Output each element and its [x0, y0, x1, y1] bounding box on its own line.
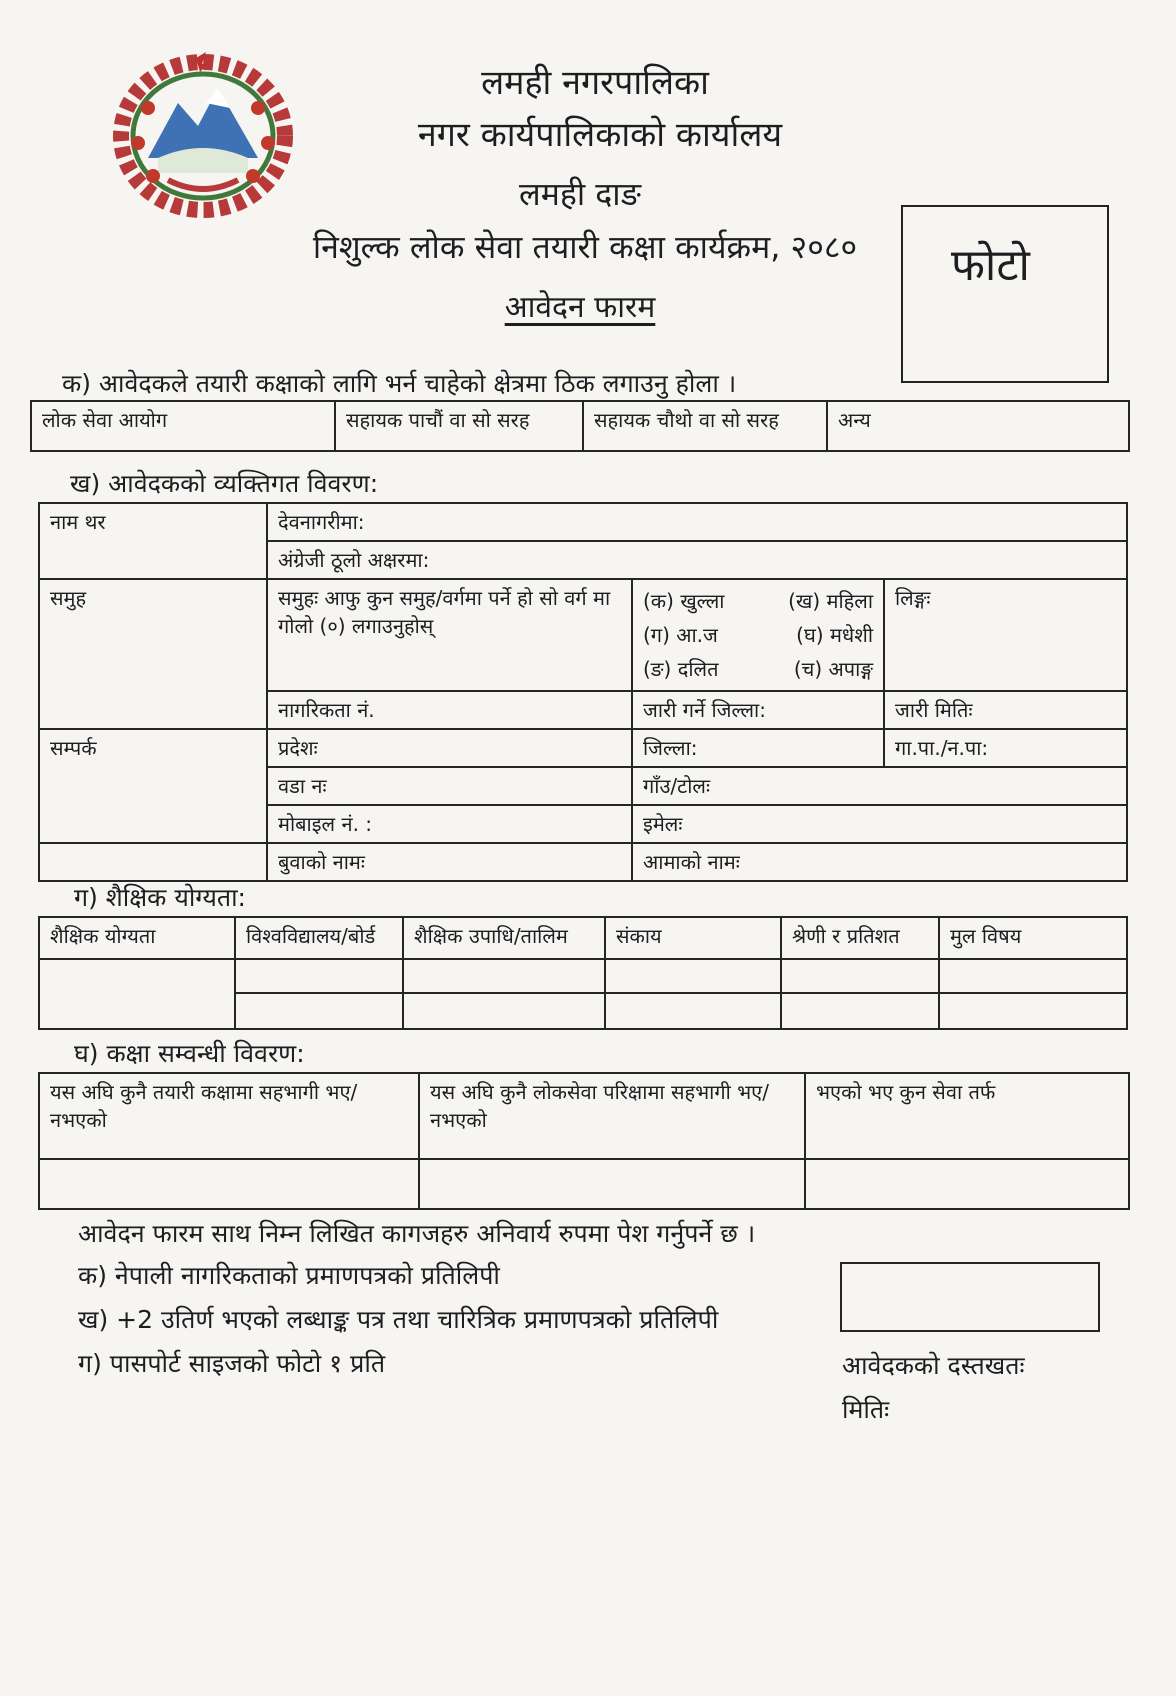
requirements-intro: आवेदन फारम साथ निम्न लिखित कागजहरु अनिवार्य रुपमा पेश गर्नुपर्ने छ ।: [78, 1219, 756, 1248]
class-cell[interactable]: [39, 1159, 419, 1209]
edu-cell[interactable]: [605, 993, 781, 1029]
section-kha-heading: ख) आवेदकको व्यक्तिगत विवरण:: [70, 469, 379, 498]
education-table: [38, 916, 1128, 1030]
signature-box[interactable]: [840, 1262, 1100, 1332]
edu-cell[interactable]: [403, 959, 605, 993]
name-label: नाम थर: [39, 503, 267, 579]
edu-cell[interactable]: [605, 959, 781, 993]
municipality-field[interactable]: गा.पा./न.पा:: [884, 729, 1127, 767]
section-ga-heading: ग) शैक्षिक योग्यता:: [74, 883, 246, 912]
edu-col-qualification: शैक्षिक योग्यता: [39, 917, 235, 959]
form-title: आवेदन फारम: [504, 290, 656, 325]
service-choice-table: [30, 400, 1130, 452]
ward-field[interactable]: वडा नः: [267, 767, 632, 805]
edu-cell[interactable]: [235, 993, 403, 1029]
mobile-field[interactable]: मोबाइल नं. :: [267, 805, 632, 843]
section-ka-heading: क) आवेदकले तयारी कक्षाको लागि भर्न चाहेको क्षेत्रमा ठिक लगाउनु होला ।: [62, 369, 737, 398]
requirement-item: ग) पासपोर्ट साइजको फोटो १ प्रति: [78, 1349, 386, 1378]
group-options[interactable]: [632, 579, 884, 691]
section-gha-heading: घ) कक्षा सम्वन्धी विवरण:: [74, 1039, 305, 1068]
group-instruction: समुहः आफु कुन समुह/वर्गमा पर्ने हो सो वर्ग मा गोलो (०) लगाउनुहोस्: [267, 579, 632, 691]
office-name: नगर कार्यपालिकाको कार्यालय: [417, 115, 783, 155]
program-title: निशुल्क लोक सेवा तयारी कक्षा कार्यक्रम, २०८०: [312, 228, 858, 266]
citizenship-number-field[interactable]: नागरिकता नं.: [267, 691, 632, 729]
option-sahayak-pachau[interactable]: सहायक पाचौं वा सो सरह: [335, 401, 583, 451]
office-location: लमही दाङ: [519, 175, 641, 213]
requirement-item: क) नेपाली नागरिकताको प्रमाणपत्रको प्रतिलिपी: [78, 1261, 500, 1290]
class-col-exam: यस अघि कुनै लोकसेवा परिक्षामा सहभागी भए/नभएको: [419, 1073, 805, 1159]
edu-cell[interactable]: [403, 993, 605, 1029]
edu-col-major: मुल विषय: [939, 917, 1127, 959]
edu-cell[interactable]: [939, 959, 1127, 993]
photo-box[interactable]: [901, 205, 1109, 383]
name-english-field[interactable]: अंग्रेजी ठूलो अक्षरमा:: [267, 541, 1127, 579]
group-option-apanga[interactable]: (च) अपाङ्ग: [793, 657, 873, 681]
edu-col-division: श्रेणी र प्रतिशत: [781, 917, 939, 959]
group-label: समुह: [39, 579, 267, 729]
name-devanagari-field[interactable]: देवनागरीमा:: [267, 503, 1127, 541]
group-option-mahila[interactable]: (ख) महिला: [788, 589, 873, 613]
blank-label-cell: [39, 843, 267, 881]
edu-cell[interactable]: [235, 959, 403, 993]
village-field[interactable]: गाँउ/टोलः: [632, 767, 1127, 805]
personal-details-table: [38, 502, 1128, 882]
option-anya[interactable]: अन्य: [827, 401, 1129, 451]
option-lok-sewa[interactable]: लोक सेवा आयोग: [31, 401, 335, 451]
district-field[interactable]: जिल्ला:: [632, 729, 884, 767]
edu-col-degree: शैक्षिक उपाधि/तालिम: [403, 917, 605, 959]
group-option-dalit[interactable]: (ङ) दलित: [643, 657, 719, 681]
date-label: मितिः: [842, 1395, 890, 1424]
edu-cell[interactable]: [939, 993, 1127, 1029]
group-option-madheshi[interactable]: (घ) मधेशी: [796, 623, 873, 647]
contact-label: सम्पर्क: [39, 729, 267, 843]
father-name-field[interactable]: बुवाको नामः: [267, 843, 632, 881]
class-cell[interactable]: [805, 1159, 1129, 1209]
option-sahayak-chautho[interactable]: सहायक चौथो वा सो सरह: [583, 401, 827, 451]
signature-label: आवेदकको दस्तखतः: [842, 1351, 1025, 1380]
email-field[interactable]: इमेलः: [632, 805, 1127, 843]
province-field[interactable]: प्रदेशः: [267, 729, 632, 767]
gender-field[interactable]: लिङ्गः: [884, 579, 1127, 691]
class-details-table: [38, 1072, 1130, 1210]
group-option-khulla[interactable]: (क) खुल्ला: [643, 589, 725, 613]
municipality-name: लमही नगरपालिका: [481, 63, 709, 103]
photo-label: फोटो: [951, 240, 1030, 291]
requirement-item: ख) +2 उतिर्ण भएको लब्धाङ्क पत्र तथा चारित्रिक प्रमाणपत्रको प्रतिलिपी: [78, 1305, 719, 1334]
edu-col-faculty: संकाय: [605, 917, 781, 959]
class-col-service: भएको भए कुन सेवा तर्फ: [805, 1073, 1129, 1159]
issue-district-field[interactable]: जारी गर्ने जिल्ला:: [632, 691, 884, 729]
mother-name-field[interactable]: आमाको नामः: [632, 843, 1127, 881]
edu-cell[interactable]: [781, 959, 939, 993]
edu-cell[interactable]: [781, 993, 939, 1029]
group-option-aaja[interactable]: (ग) आ.ज: [643, 623, 718, 647]
class-cell[interactable]: [419, 1159, 805, 1209]
edu-col-university: विश्वविद्यालय/बोर्ड: [235, 917, 403, 959]
issue-date-field[interactable]: जारी मितिः: [884, 691, 1127, 729]
class-col-prep: यस अघि कुनै तयारी कक्षामा सहभागी भए/नभएको: [39, 1073, 419, 1159]
edu-cell[interactable]: [39, 959, 235, 1029]
